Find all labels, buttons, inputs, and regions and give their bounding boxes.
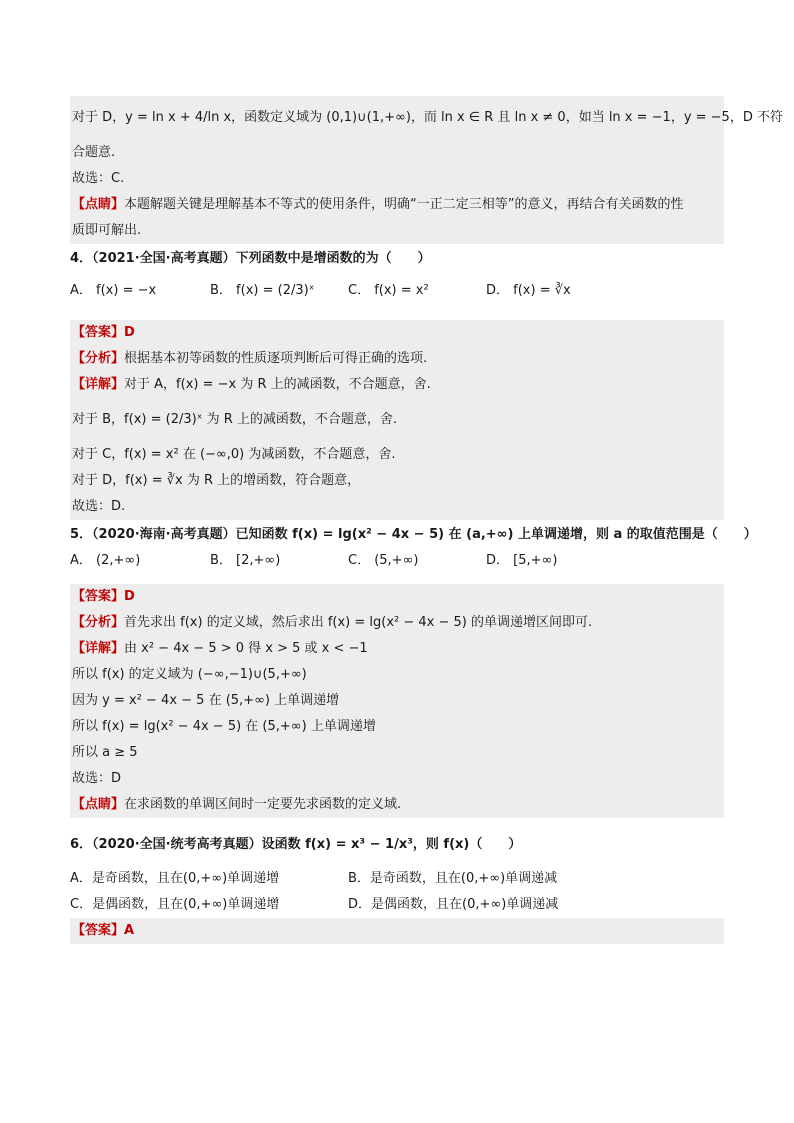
detail-line: 【详解】由 x² − 4x − 5 > 0 得 x > 5 或 x < −1 xyxy=(70,636,724,662)
question-4: 4．（2021·全国·高考真题）下列函数中是增函数的为（ ） xyxy=(70,251,431,266)
detail-line-4: 所以 f(x) = lg(x² − 4x − 5) 在 (5,+∞) 上单调递增 xyxy=(70,714,724,740)
comment-line-2: 质即可解出. xyxy=(70,218,724,244)
answer-line: 【答案】D xyxy=(70,584,724,610)
option-b: B． [2,+∞) xyxy=(210,553,281,568)
detail-line-c: 对于 C，f(x) = x² 在 (−∞,0) 为减函数，不合题意，舍. xyxy=(70,442,724,468)
comment-line: 【点睛】在求函数的单调区间时一定要先求函数的定义域. xyxy=(70,792,724,818)
question-6-options-row-2 xyxy=(70,892,724,918)
option-b: B． f(x) = (2/3)ˣ xyxy=(210,283,315,298)
detail-line: 【详解】对于 A，f(x) = −x 为 R 上的减函数，不合题意，舍. xyxy=(70,372,724,398)
choice-line: 故选：C. xyxy=(70,166,724,192)
question-5: 5．（2020·海南·高考真题）已知函数 f(x) = lg(x² − 4x − 5) 在 (a,+∞) 上单调递增，则 a 的取值范围是（ ） xyxy=(70,527,757,542)
detail-line-3: 因为 y = x² − 4x − 5 在 (5,+∞) 上单调递增 xyxy=(70,688,724,714)
detail-line-2: 所以 f(x) 的定义域为 (−∞,−1)∪(5,+∞) xyxy=(70,662,724,688)
choice-line: 故选：D xyxy=(70,766,724,792)
option-a: A． f(x) = −x xyxy=(70,283,157,298)
option-c: C．是偶函数，且在(0,+∞)单调递增 xyxy=(70,897,280,912)
analysis-line: 【分析】首先求出 f(x) 的定义域，然后求出 f(x) = lg(x² − 4x − 5) 的单调递增区间即可. xyxy=(70,610,724,636)
question-6: 6．（2020·全国·统考高考真题）设函数 f(x) = x³ − 1/x³，则 f(x)（ ） xyxy=(70,837,522,852)
analysis-line: 【分析】根据基本初等函数的性质逐项判断后可得正确的选项. xyxy=(70,346,724,372)
detail-line-5: 所以 a ≥ 5 xyxy=(70,740,724,766)
detail-line-d: 对于 D，f(x) = ∛x 为 R 上的增函数，符合题意， xyxy=(70,468,724,494)
content xyxy=(70,96,783,944)
option-c: C． (5,+∞) xyxy=(348,553,419,568)
option-d: D． [5,+∞) xyxy=(486,553,558,568)
answer-line: 【答案】D xyxy=(70,320,724,346)
option-d: D．是偶函数，且在(0,+∞)单调递减 xyxy=(348,897,559,912)
question-6-options-row-1 xyxy=(70,866,724,892)
detail-line-b: 对于 B，f(x) = (2/3)ˣ 为 R 上的减函数，不合题意，舍. xyxy=(70,398,724,442)
solution-line: 合题意. xyxy=(70,140,724,166)
answer-line: 【答案】A xyxy=(70,918,724,944)
question-4-options xyxy=(70,274,724,308)
comment-line: 【点睛】本题解题关键是理解基本不等式的使用条件，明确“一正二定三相等”的意义，再结合有关函数的性 xyxy=(70,192,724,218)
option-d: D． f(x) = ∛x xyxy=(486,283,571,298)
solution-line-d: 对于 D，y = ln x + 4/ln x，函数定义域为 (0,1)∪(1,+∞)，而 ln x ∈ R 且 ln x ≠ 0，如当 ln x = −1，y = −5，D 不符 xyxy=(70,96,724,140)
question-5-options xyxy=(70,550,724,572)
option-a: A． (2,+∞) xyxy=(70,553,141,568)
choice-line: 故选：D. xyxy=(70,494,724,520)
option-c: C． f(x) = x² xyxy=(348,283,429,298)
option-b: B．是奇函数，且在(0,+∞)单调递减 xyxy=(348,871,558,886)
option-a: A．是奇函数，且在(0,+∞)单调递增 xyxy=(70,871,280,886)
